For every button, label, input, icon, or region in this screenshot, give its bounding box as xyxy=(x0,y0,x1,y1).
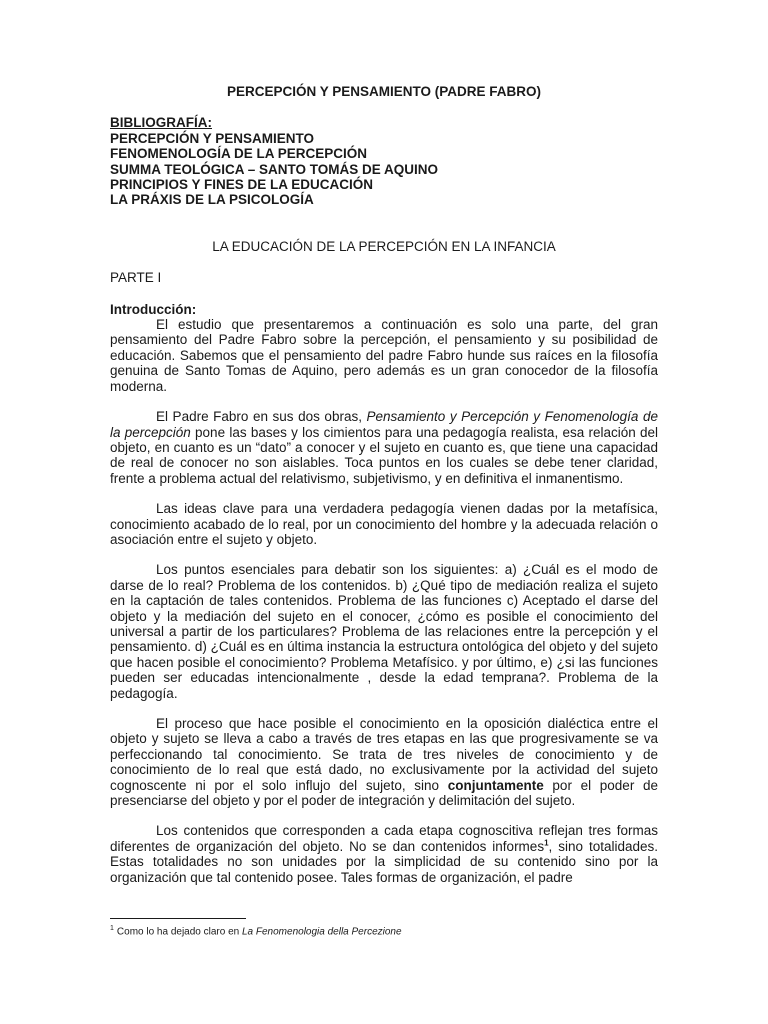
paragraph-5-text-rest: por el poder de presenciarse del objeto y por el poder de integración y delimitación del sujeto. xyxy=(110,777,658,809)
footnote-text: Como lo ha dejado claro en xyxy=(116,926,242,938)
paragraph-5-bold-word: conjuntamente xyxy=(447,777,544,793)
paragraph-1: El estudio que presentaremos a continuación es solo una parte, del gran pensamiento del Padre Fabro sobre la percepción, el pensamiento y su posibilidad de educación. Sabemos que el pensamiento del padre Fabro hunde sus raíces en la filosofía genuina de Santo Tomas de Aquino, pero además es un gran conocedor de la filosofía moderna. xyxy=(110,317,658,394)
part-heading: PARTE I xyxy=(110,270,162,286)
bibliography-item: PRINCIPIOS Y FINES DE LA EDUCACIÓN xyxy=(110,177,374,193)
footnote xyxy=(110,923,658,938)
paragraph-5 xyxy=(110,716,658,808)
paragraph-6-text: Los contenidos que corresponden a cada etapa cognoscitiva reflejan tres formas diferentes de organización del objeto. No se dan contenidos informes xyxy=(110,823,658,854)
bibliography-item: PERCEPCIÓN Y PENSAMIENTO xyxy=(110,130,315,146)
paragraph-2-text: El Padre Fabro en sus dos obras, xyxy=(156,409,367,425)
bibliography xyxy=(110,115,658,207)
paragraph-2 xyxy=(110,409,658,486)
intro-heading: Introducción: xyxy=(110,301,197,317)
bibliography-heading: BIBLIOGRAFÍA: xyxy=(110,115,212,131)
bibliography-item: LA PRÁXIS DE LA PSICOLOGÍA xyxy=(110,192,314,208)
bibliography-item: FENOMENOLOGÍA DE LA PERCEPCIÓN xyxy=(110,146,368,162)
section-subtitle: LA EDUCACIÓN DE LA PERCEPCIÓN EN LA INFANCIA xyxy=(212,238,556,254)
document-title: PERCEPCIÓN Y PENSAMIENTO (PADRE FABRO) xyxy=(226,84,542,99)
paragraph-2-italic-titles: Pensamiento y Percepción y Fenomenología de la percepción xyxy=(110,409,658,440)
footnote-marker[interactable]: 1 xyxy=(544,838,549,848)
footnote-number: 1 xyxy=(110,925,114,932)
footnote-italic-title: La Fenomenologia della Percezione xyxy=(241,926,402,938)
paragraph-2-text-rest: pone las bases y los cimientos para una pedagogía realista, esa relación del objeto, en cuanto es un “dato” a conocer y el sujeto en cuanto es, que tiene una capacidad de real de conocer no son aislables. Toca puntos en los cuales se debe tener claridad, frente a problema actual del relativismo, subjetivismo, y en definitiva el inmanentismo. xyxy=(110,424,658,486)
paragraph-5-text: El proceso que hace posible el conocimiento en la oposición dialéctica entre el objeto y sujeto se lleva a cabo a través de tres etapas en las que progresivamente se va perfeccionando tal conocimiento. Se trata de tres niveles de conocimiento y de conocimiento de lo real que está dado, no exclusivamente por la actividad del sujeto cognoscente ni por el solo influjo del sujeto, sino xyxy=(110,716,658,793)
bibliography-item: SUMMA TEOLÓGICA – SANTO TOMÁS DE AQUINO xyxy=(110,161,439,177)
paragraph-6 xyxy=(110,823,658,885)
paragraph-6-text-rest: , sino totalidades. Estas totalidades no son unidades por la simplicidad de su contenido sino por la organización que tal contenido posee. Tales formas de organización, el padre xyxy=(110,838,658,885)
paragraph-4: Los puntos esenciales para debatir son los siguientes: a) ¿Cuál es el modo de darse de lo real? Problema de los contenidos. b) ¿Qué tipo de mediación realiza el sujeto en la captación de tales contenidos. Problema de las funciones c) Aceptado el darse del objeto y la mediación del sujeto en el conocer, ¿cómo es posible el conocimiento del universal a partir de los particulares? Problema de las relaciones entre la percepción y el pensamiento. d) ¿Cuál es en última instancia la estructura ontológica del objeto y del sujeto que hacen posible el conocimiento? Problema Metafísico. y por último, e) ¿si las funciones pueden ser educadas intencionalmente , desde la edad temprana?. Problema de la pedagogía. xyxy=(110,562,658,701)
document-page xyxy=(110,84,658,900)
paragraph-3: Las ideas clave para una verdadera pedagogía vienen dadas por la metafísica, conocimiento acabado de lo real, por un conocimiento del hombre y la adecuada relación o asociación entre el sujeto y objeto. xyxy=(110,501,658,547)
footnote-divider xyxy=(110,918,246,919)
